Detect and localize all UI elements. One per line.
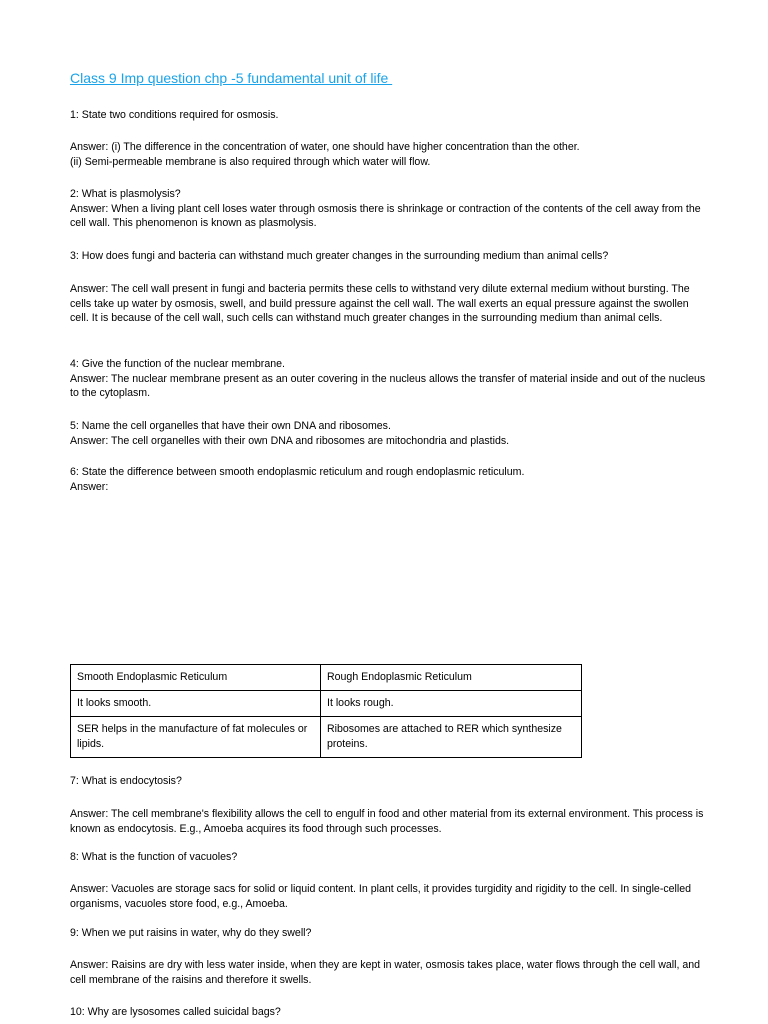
question-8 xyxy=(70,850,710,865)
table-row xyxy=(71,691,582,717)
answer-text: Answer: Raisins are dry with less water inside, when they are kept in water, osmosis takes place, water flows through the cell wall, and cell membrane of the raisins and therefore it swells. xyxy=(70,959,701,986)
question-7 xyxy=(70,774,710,789)
answer-text: (ii) Semi-permeable membrane is also required through which water will flow. xyxy=(70,155,431,168)
question-2 xyxy=(70,187,710,231)
question-text: 4: Give the function of the nuclear membrane. xyxy=(70,358,285,370)
answer-text: Answer: The cell organelles with their own DNA and ribosomes are mitochondria and plastids. xyxy=(70,434,510,447)
table-cell: Ribosomes are attached to RER which synthesize proteins. xyxy=(321,717,582,758)
question-text: 1: State two conditions required for osmosis. xyxy=(70,109,279,121)
question-10 xyxy=(70,1005,710,1020)
question-text: 7: What is endocytosis? xyxy=(70,775,182,787)
answer-text: Answer: When a living plant cell loses water through osmosis there is shrinkage or contraction of the contents of the cell away from the cell wall. This phenomenon is known as plasmolysis. xyxy=(70,202,701,230)
question-6 xyxy=(70,465,710,494)
question-text: 10: Why are lysosomes called suicidal bags? xyxy=(70,1006,281,1018)
answer-text: Answer: xyxy=(70,480,109,493)
question-5 xyxy=(70,419,710,448)
answer-text: Answer: The nuclear membrane present as an outer covering in the nucleus allows the transfer of material inside and out of the nucleus to the cytoplasm. xyxy=(70,372,706,400)
answer-7 xyxy=(70,807,710,836)
table-row xyxy=(71,717,582,758)
question-3 xyxy=(70,249,710,264)
table-cell: SER helps in the manufacture of fat molecules or lipids. xyxy=(71,717,321,758)
question-9 xyxy=(70,926,710,941)
question-text: 8: What is the function of vacuoles? xyxy=(70,851,238,863)
question-text: 5: Name the cell organelles that have their own DNA and ribosomes. xyxy=(70,420,391,432)
question-text: 2: What is plasmolysis? xyxy=(70,188,181,200)
table-header-cell: Rough Endoplasmic Reticulum xyxy=(321,665,582,691)
answer-text: Answer: The cell wall present in fungi and bacteria permits these cells to withstand very dilute external medium without bursting. The cells take up water by osmosis, swell, and build pressure against the cell wall. The wall exerts an equal pressure against the swollen cell. It is because of the cell wall, such cells can withstand much greater changes in the surrounding medium than animal cells. xyxy=(70,283,690,325)
comparison-table xyxy=(70,664,582,758)
answer-9 xyxy=(70,958,710,987)
answer-8 xyxy=(70,882,710,911)
question-text: 6: State the difference between smooth endoplasmic reticulum and rough endoplasmic reticulum. xyxy=(70,466,525,478)
table-cell: It looks smooth. xyxy=(71,691,321,717)
answer-text: Answer: Vacuoles are storage sacs for solid or liquid content. In plant cells, it provides turgidity and rigidity to the cell. In single-celled organisms, vacuoles store food, e.g., Amoeba. xyxy=(70,883,692,910)
table-header-row xyxy=(71,665,582,691)
question-4 xyxy=(70,357,710,401)
question-1 xyxy=(70,108,710,123)
answer-1 xyxy=(70,140,710,169)
question-text: 3: How does fungi and bacteria can withstand much greater changes in the surrounding medium than animal cells? xyxy=(70,250,609,262)
answer-3 xyxy=(70,282,710,326)
table-header-cell: Smooth Endoplasmic Reticulum xyxy=(71,665,321,691)
answer-text: Answer: The cell membrane's flexibility allows the cell to engulf in food and other material from its external environment. This process is known as endocytosis. E.g., Amoeba acquires its food through such processes. xyxy=(70,808,704,835)
answer-text: Answer: (i) The difference in the concentration of water, one should have higher concentration than the other. xyxy=(70,141,580,153)
question-text: 9: When we put raisins in water, why do they swell? xyxy=(70,927,312,939)
page-title[interactable]: Class 9 Imp question chp -5 fundamental unit of life xyxy=(70,70,393,86)
table-cell: It looks rough. xyxy=(321,691,582,717)
